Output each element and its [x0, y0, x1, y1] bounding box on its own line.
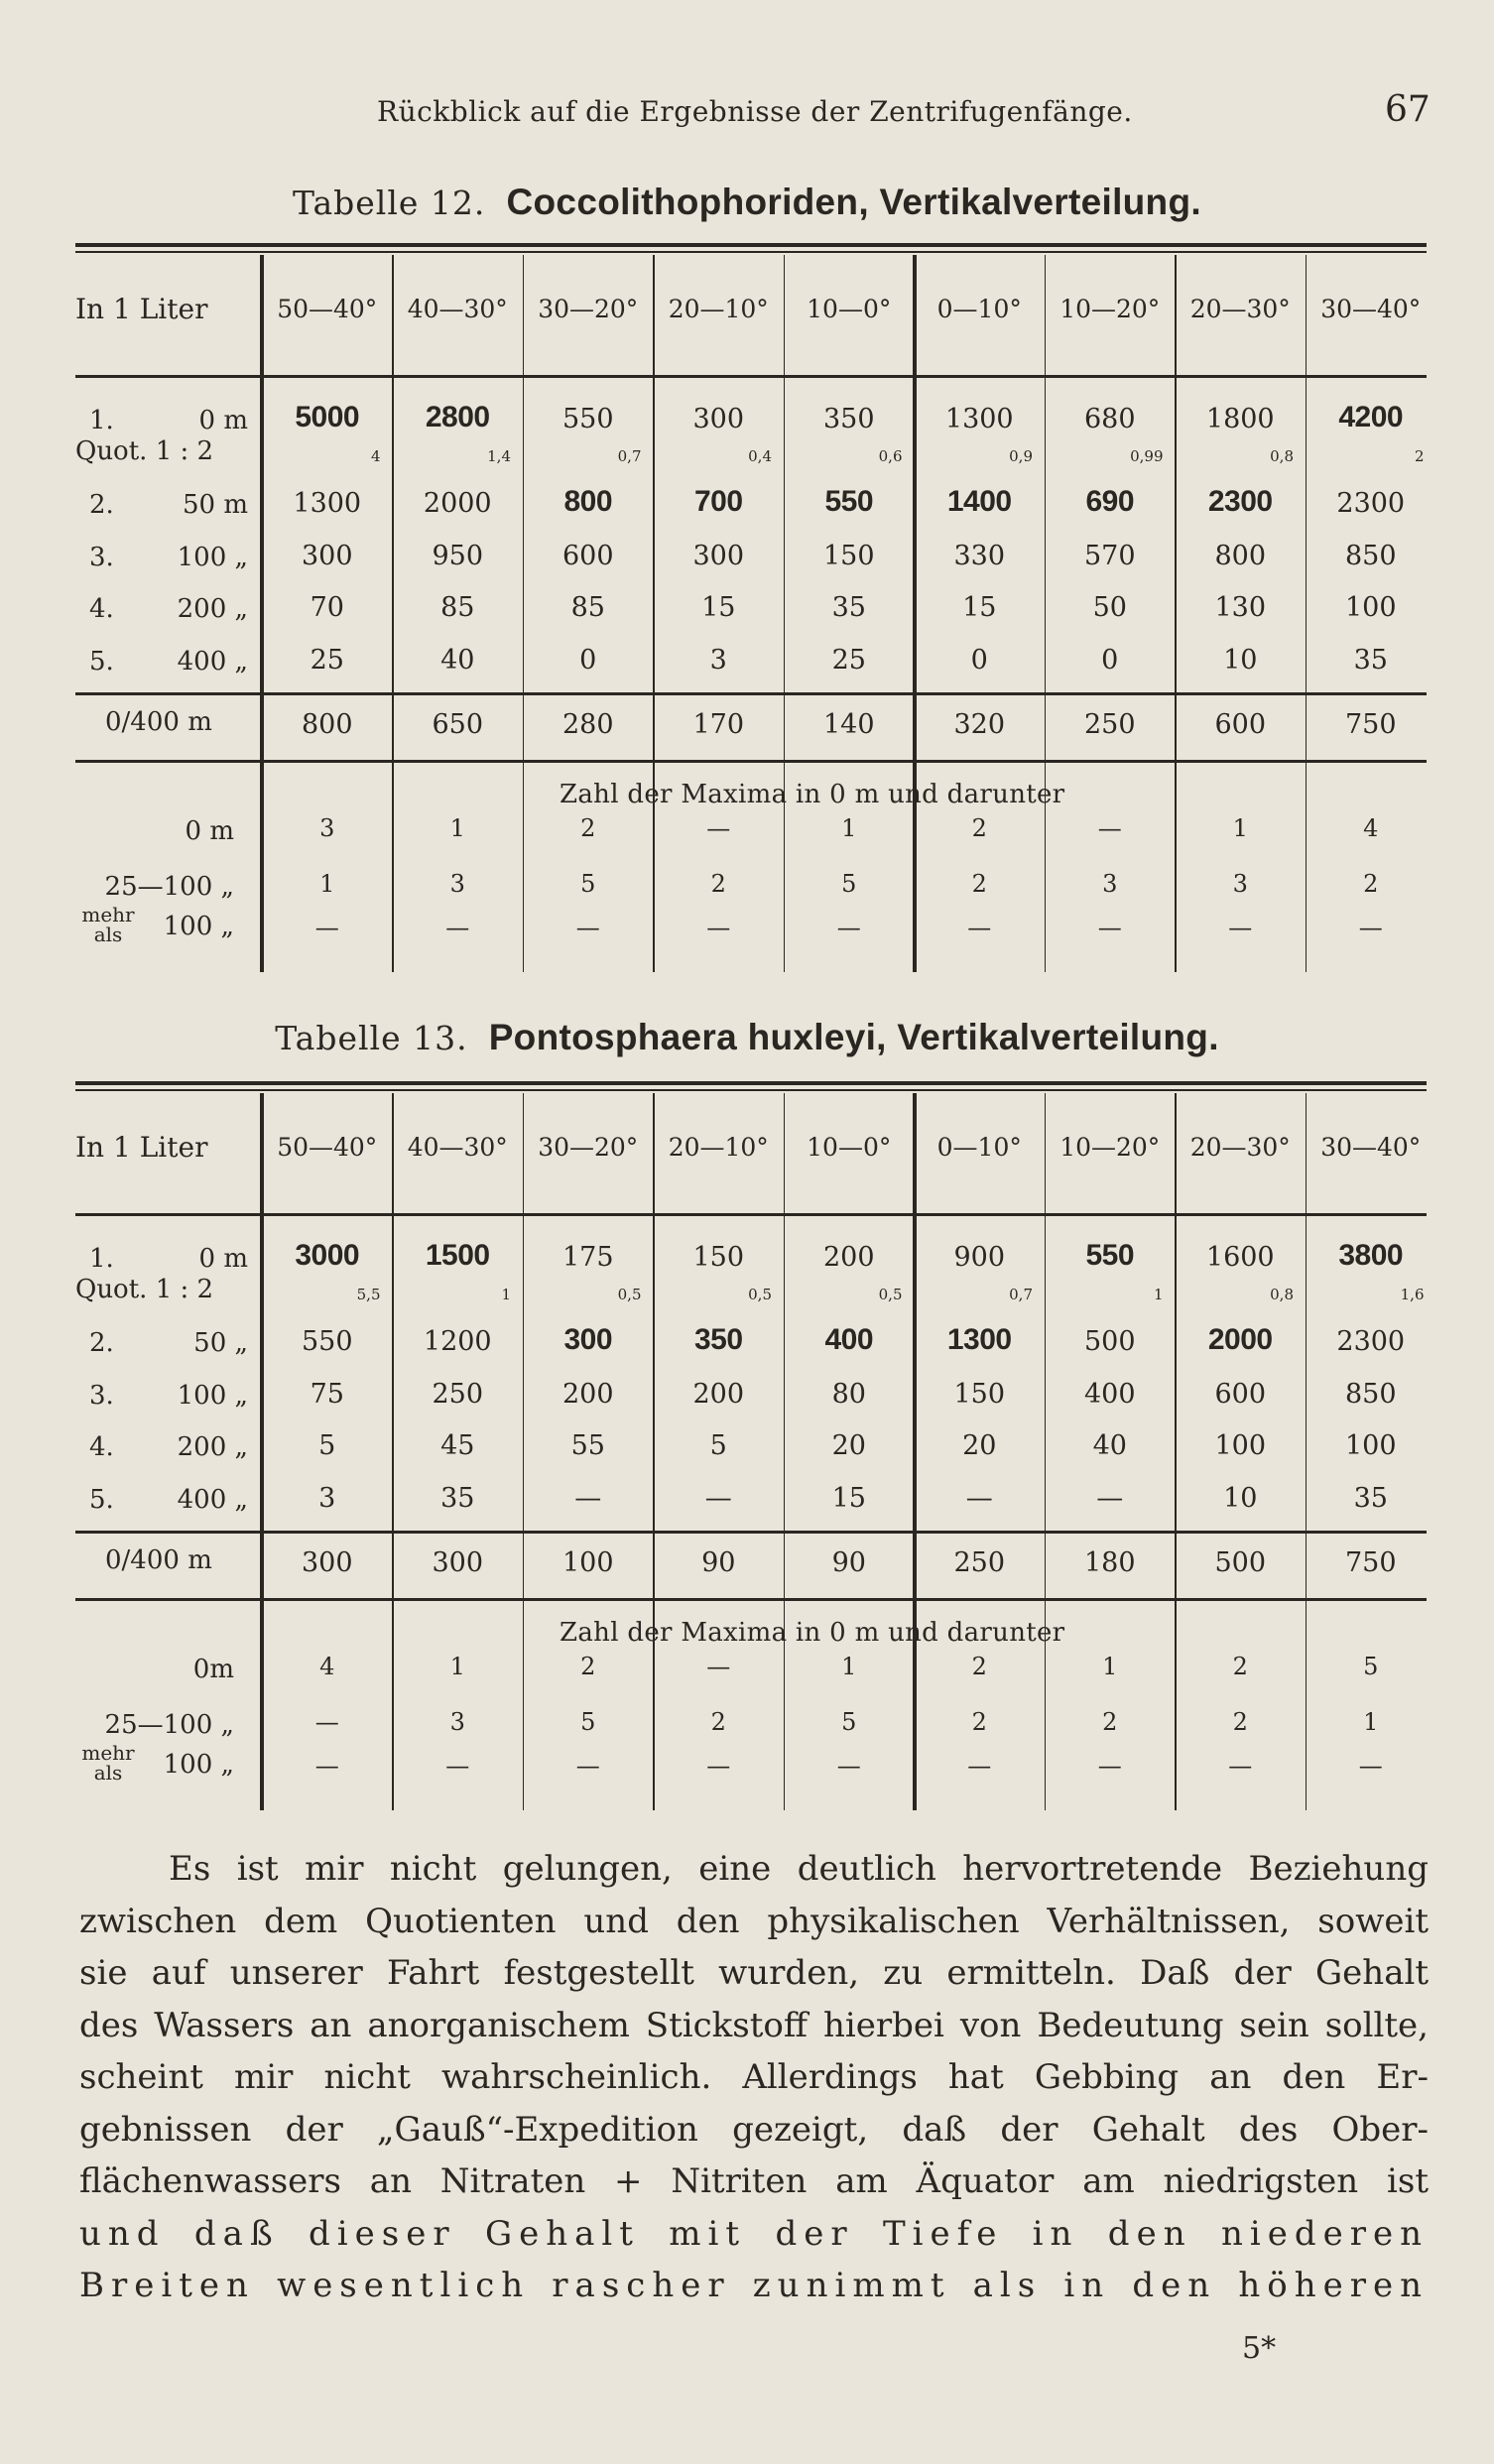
maxima-value: 5 [580, 870, 596, 898]
table-cell: 800 [1214, 541, 1267, 571]
maxima-value: 3 [449, 870, 465, 898]
maxima-value: 1 [449, 1653, 465, 1680]
quotient-value: 1,6 [1400, 1286, 1425, 1303]
sum-value: 800 [301, 709, 353, 740]
column-header: 20—10° [668, 1133, 769, 1162]
sum-value: 90 [831, 1547, 866, 1578]
table-cell: 800 [563, 485, 613, 518]
row-number: 3. [89, 543, 114, 572]
quotient-value: 0,99 [1130, 447, 1164, 465]
body-paragraph [79, 1843, 1429, 2312]
maxima-value: 5 [841, 870, 857, 898]
maxima-value: 1 [1232, 814, 1248, 842]
table-cell: 200 [822, 1242, 875, 1273]
quotient-value: 0,8 [1270, 1286, 1294, 1303]
page-number: 67 [1385, 89, 1431, 130]
table-cell: 35 [831, 592, 866, 623]
quotient-value: 1,4 [487, 447, 511, 465]
table-cell: 130 [1214, 592, 1267, 623]
sum-value: 750 [1344, 709, 1397, 740]
maxima-value: 1 [319, 870, 335, 898]
sum-value: 250 [953, 1547, 1006, 1578]
table-13-title: Pontosphaera huxleyi, Vertikalverteilung. [488, 1017, 1219, 1057]
column-header: 40—30° [407, 295, 508, 323]
table-cell: 1300 [293, 488, 362, 519]
maxima-value: — [967, 1752, 992, 1780]
maxima-value: — [706, 914, 731, 941]
row-depth: 100 „ [177, 543, 248, 572]
quotient-value: 1 [1153, 1286, 1164, 1303]
sum-value: 320 [953, 709, 1006, 740]
top-rule-thick [75, 1081, 1427, 1085]
maxima-row-label: 0 m [185, 816, 234, 846]
quotient-value: 0,7 [1009, 1286, 1033, 1303]
table-cell: 5 [709, 1430, 727, 1461]
row-number: 4. [89, 1432, 114, 1462]
maxima-value: — [1097, 814, 1122, 842]
table-cell: 10 [1223, 645, 1258, 676]
table-cell: 100 [1214, 1430, 1267, 1461]
maxima-value: 1 [1363, 1708, 1379, 1736]
maxima-value: 3 [319, 814, 335, 842]
row-depth: 0 m [198, 1244, 248, 1274]
table-cell: 4200 [1338, 401, 1404, 433]
row-number: 3. [89, 1381, 114, 1411]
table-cell: 150 [692, 1242, 745, 1273]
maxima-value: — [314, 1752, 339, 1780]
body-line: und daß dieser Gehalt mit der Tiefe in den niederen [79, 2213, 1429, 2254]
sum-rule-top [75, 692, 1427, 695]
table-cell: 300 [301, 541, 353, 571]
column-header: 0—10° [936, 295, 1022, 323]
sum-value: 750 [1344, 1547, 1397, 1578]
maxima-value: 4 [319, 1653, 335, 1680]
table-cell: 690 [1085, 485, 1135, 518]
row-number: 5. [89, 647, 114, 677]
maxima-value: — [1358, 914, 1383, 941]
maxima-value: 4 [1363, 814, 1379, 842]
column-header: 20—30° [1189, 1133, 1291, 1162]
maxima-value: 2 [580, 1653, 596, 1680]
maxima-value: — [575, 914, 600, 941]
table-cell: 2800 [425, 401, 490, 433]
column-header: 20—10° [668, 295, 769, 323]
maxima-value: 2 [1102, 1708, 1118, 1736]
table-cell: 2000 [423, 488, 492, 519]
maxima-value: 3 [1102, 870, 1118, 898]
maxima-value: 5 [580, 1708, 596, 1736]
table-cell: 85 [570, 592, 605, 623]
table-cell: 45 [440, 1430, 475, 1461]
table-cell: 680 [1083, 404, 1136, 434]
table-cell: 35 [1353, 1483, 1388, 1514]
table-cell: 570 [1083, 541, 1136, 571]
quotient-value: 0,6 [878, 447, 903, 465]
column-header: 0—10° [936, 1133, 1022, 1162]
maxima-value: 2 [1232, 1653, 1248, 1680]
row-number: 1. [89, 406, 114, 435]
maxima-value: — [314, 914, 339, 941]
table-cell: 1800 [1205, 404, 1275, 434]
maxima-value: — [706, 1653, 731, 1680]
quotient-value: 0,5 [617, 1286, 642, 1303]
maxima-value: 1 [1102, 1653, 1118, 1680]
table-cell: 0 [579, 645, 597, 676]
maxima-row-label: 25—100 „ [104, 1710, 234, 1740]
column-header: 10—0° [807, 295, 892, 323]
sum-value: 100 [561, 1547, 614, 1578]
table-cell: 550 [561, 404, 614, 434]
sum-value: 500 [1214, 1547, 1267, 1578]
table-cell: 100 [1344, 592, 1397, 623]
table-cell: 2300 [1207, 485, 1273, 518]
table-cell: 200 [561, 1379, 614, 1410]
sum-value: 300 [301, 1547, 353, 1578]
table-cell: 25 [310, 645, 344, 676]
column-header: 40—30° [407, 1133, 508, 1162]
row-depth: 200 „ [177, 594, 248, 624]
table-cell: 250 [432, 1379, 484, 1410]
column-header: 30—20° [538, 295, 639, 323]
table-cell: 2300 [1336, 1326, 1406, 1357]
table-cell: 550 [1085, 1239, 1135, 1272]
row-depth: 400 „ [177, 1485, 248, 1515]
table-cell: 1200 [423, 1326, 492, 1357]
table-cell: 35 [1353, 645, 1388, 676]
maxima-label-bottom: als [93, 923, 123, 946]
table-cell: 100 [1344, 1430, 1397, 1461]
table-cell: 2000 [1207, 1323, 1273, 1356]
table-cell: 55 [570, 1430, 605, 1461]
table-cell: 850 [1344, 1379, 1397, 1410]
row-depth: 0 m [198, 406, 248, 435]
maxima-value: — [836, 1752, 861, 1780]
table-cell: — [704, 1483, 732, 1514]
column-header: 10—20° [1059, 1133, 1161, 1162]
maxima-value: 2 [971, 870, 987, 898]
table-13 [75, 1081, 1427, 1810]
table-cell: 50 [1092, 592, 1127, 623]
body-line: Es ist mir nicht gelungen, eine deutlich hervortretende Beziehung [169, 1849, 1429, 1889]
maxima-value: 2 [580, 814, 596, 842]
table-12 [75, 243, 1427, 972]
table-cell: 150 [822, 541, 875, 571]
maxima-label-bottom: als [93, 1761, 123, 1785]
sum-label: 0/400 m [105, 707, 212, 737]
sum-value: 250 [1083, 709, 1136, 740]
table-cell: 950 [432, 541, 484, 571]
quotient-value: 0,5 [748, 1286, 772, 1303]
maxima-value: — [314, 1708, 339, 1736]
maxima-value: 1 [841, 814, 857, 842]
table-cell: 40 [440, 645, 475, 676]
sum-label: 0/400 m [105, 1545, 212, 1575]
quotient-value: 0,4 [748, 447, 772, 465]
table-cell: 175 [561, 1242, 614, 1273]
row-number: 1. [89, 1244, 114, 1274]
table-cell: 35 [440, 1483, 475, 1514]
column-header: 30—40° [1320, 295, 1422, 323]
quotient-value: 4 [370, 447, 381, 465]
table-cell: 700 [693, 485, 743, 518]
sum-value: 140 [822, 709, 875, 740]
quotient-value: 0,7 [617, 447, 642, 465]
column-header: 10—20° [1059, 295, 1161, 323]
body-line: flächenwassers an Nitraten + Nitriten am Äquator am niedrigsten ist [79, 2161, 1429, 2201]
column-header: 30—40° [1320, 1133, 1422, 1162]
header-rule [75, 375, 1427, 378]
maxima-row-label: 100 „ [163, 912, 234, 941]
maxima-label-top: mehr [81, 903, 135, 926]
table-cell: 70 [310, 592, 344, 623]
sum-value: 170 [692, 709, 745, 740]
body-line: Breiten wesentlich rascher zunimmt als in den höheren [79, 2266, 1429, 2305]
body-line: scheint mir nicht wahrscheinlich. Allerdings hat Gebbing an den Er- [79, 2057, 1429, 2097]
table-cell: 2300 [1336, 488, 1406, 519]
row-number: 5. [89, 1485, 114, 1515]
table-cell: 1500 [425, 1239, 490, 1272]
quotient-value: 0,8 [1270, 447, 1294, 465]
maxima-header: Zahl der Maxima in 0 m und darunter [560, 780, 1065, 809]
table-cell: 300 [563, 1323, 613, 1356]
table-cell: 5000 [295, 401, 360, 433]
table-cell: 350 [822, 404, 875, 434]
table-cell: 400 [824, 1323, 874, 1356]
maxima-value: 3 [449, 1708, 465, 1736]
table-12-caption [0, 182, 1494, 223]
table-cell: 330 [953, 541, 1006, 571]
quotient-value: 0,5 [878, 1286, 903, 1303]
maxima-row-label: 100 „ [163, 1750, 234, 1780]
table-cell: 150 [953, 1379, 1006, 1410]
maxima-value: 3 [1232, 870, 1248, 898]
quotient-value: 2 [1414, 447, 1425, 465]
maxima-row-label: 25—100 „ [104, 872, 234, 902]
table-cell: 40 [1092, 1430, 1127, 1461]
table-cell: 0 [1101, 645, 1119, 676]
maxima-label-top: mehr [81, 1741, 135, 1765]
sum-value: 180 [1083, 1547, 1136, 1578]
table-cell: 15 [962, 592, 997, 623]
table-cell: 3000 [295, 1239, 360, 1272]
table-cell: — [574, 1483, 602, 1514]
quotient-label: Quot. 1 : 2 [75, 1275, 214, 1304]
table-12-label: Tabelle 12. [293, 184, 486, 222]
maxima-value: — [1097, 1752, 1122, 1780]
top-rule-thick [75, 243, 1427, 247]
row-depth: 50 „ [193, 1328, 248, 1358]
quotient-value: 0,9 [1009, 447, 1033, 465]
quotient-value: 1 [501, 1286, 511, 1303]
row-depth: 200 „ [177, 1432, 248, 1462]
column-header: 20—30° [1189, 295, 1291, 323]
maxima-value: — [1228, 1752, 1253, 1780]
row-number: 4. [89, 594, 114, 624]
maxima-value: — [445, 1752, 470, 1780]
maxima-value: 2 [971, 814, 987, 842]
maxima-value: 2 [971, 1653, 987, 1680]
sum-rule-bottom [75, 760, 1427, 763]
row-number: 2. [89, 490, 114, 520]
maxima-value: — [836, 914, 861, 941]
table-cell: 3800 [1338, 1239, 1404, 1272]
column-header: 50—40° [277, 295, 378, 323]
row-depth: 50 m [182, 490, 248, 520]
table-12-title: Coccolithophoriden, Vertikalverteilung. [506, 182, 1201, 222]
maxima-value: 1 [841, 1653, 857, 1680]
table-cell: 3 [709, 645, 727, 676]
table-cell: 80 [831, 1379, 866, 1410]
table-cell: 3 [318, 1483, 336, 1514]
table-cell: 20 [962, 1430, 997, 1461]
maxima-row-label: 0m [192, 1655, 234, 1684]
table-cell: — [1096, 1483, 1124, 1514]
quotient-value: 5,5 [356, 1286, 381, 1303]
maxima-value: — [706, 814, 731, 842]
table-13-caption [0, 1017, 1494, 1058]
table-cell: 500 [1083, 1326, 1136, 1357]
body-line: zwischen dem Quotienten und den physikalischen Verhältnissen, soweit [79, 1901, 1429, 1941]
sum-rule-top [75, 1531, 1427, 1534]
maxima-value: 2 [710, 1708, 726, 1736]
maxima-value: 2 [710, 870, 726, 898]
maxima-value: — [1097, 914, 1122, 941]
table-cell: 300 [692, 541, 745, 571]
table-cell: 1300 [946, 1323, 1012, 1356]
maxima-value: — [1228, 914, 1253, 941]
table-cell: 5 [318, 1430, 336, 1461]
table-cell: 15 [831, 1483, 866, 1514]
row-number: 2. [89, 1328, 114, 1358]
table-cell: 550 [824, 485, 874, 518]
table-cell: 900 [953, 1242, 1006, 1273]
body-line: sie auf unserer Fahrt festgestellt wurden, zu ermitteln. Daß der Gehalt [79, 1953, 1429, 1993]
body-line: des Wassers an anorganischem Stickstoff hierbei von Bedeutung sein sollte, [79, 2005, 1429, 2045]
sum-value: 280 [561, 709, 614, 740]
maxima-value: 5 [841, 1708, 857, 1736]
maxima-header: Zahl der Maxima in 0 m und darunter [560, 1618, 1065, 1648]
quotient-label: Quot. 1 : 2 [75, 436, 214, 466]
table-cell: 550 [301, 1326, 353, 1357]
unit-label: In 1 Liter [75, 293, 208, 325]
header-rule [75, 1213, 1427, 1216]
signature-mark: 5* [1242, 2331, 1277, 2366]
table-13-label: Tabelle 13. [275, 1019, 468, 1057]
table-cell: 1400 [946, 485, 1012, 518]
top-rule-thin [75, 1089, 1427, 1091]
table-cell: 20 [831, 1430, 866, 1461]
table-cell: 300 [692, 404, 745, 434]
row-depth: 400 „ [177, 647, 248, 677]
table-cell: 85 [440, 592, 475, 623]
table-cell: — [965, 1483, 993, 1514]
sum-rule-bottom [75, 1598, 1427, 1601]
table-cell: 10 [1223, 1483, 1258, 1514]
sum-value: 90 [701, 1547, 736, 1578]
table-cell: 75 [310, 1379, 344, 1410]
table-cell: 850 [1344, 541, 1397, 571]
table-cell: 25 [831, 645, 866, 676]
table-cell: 1600 [1205, 1242, 1275, 1273]
maxima-value: — [1358, 1752, 1383, 1780]
table-cell: 200 [692, 1379, 745, 1410]
sum-value: 300 [432, 1547, 484, 1578]
maxima-value: 5 [1363, 1653, 1379, 1680]
body-line: gebnissen der „Gauß“-Expedition gezeigt, daß der Gehalt des Ober- [79, 2109, 1429, 2150]
table-cell: 600 [561, 541, 614, 571]
maxima-value: 2 [1363, 870, 1379, 898]
top-rule-thin [75, 251, 1427, 253]
column-header: 30—20° [538, 1133, 639, 1162]
sum-value: 600 [1214, 709, 1267, 740]
maxima-value: — [575, 1752, 600, 1780]
column-header: 10—0° [807, 1133, 892, 1162]
table-cell: 0 [970, 645, 988, 676]
sum-value: 650 [432, 709, 484, 740]
maxima-value: 1 [449, 814, 465, 842]
table-cell: 350 [693, 1323, 743, 1356]
maxima-value: — [967, 914, 992, 941]
maxima-value: — [706, 1752, 731, 1780]
column-header: 50—40° [277, 1133, 378, 1162]
table-cell: 600 [1214, 1379, 1267, 1410]
table-cell: 400 [1083, 1379, 1136, 1410]
unit-label: In 1 Liter [75, 1131, 208, 1164]
table-cell: 1300 [944, 404, 1014, 434]
row-depth: 100 „ [177, 1381, 248, 1411]
maxima-value: — [445, 914, 470, 941]
running-head: Rückblick auf die Ergebnisse der Zentrifugenfänge. [377, 95, 1133, 128]
maxima-value: 2 [1232, 1708, 1248, 1736]
table-cell: 15 [701, 592, 736, 623]
maxima-value: 2 [971, 1708, 987, 1736]
